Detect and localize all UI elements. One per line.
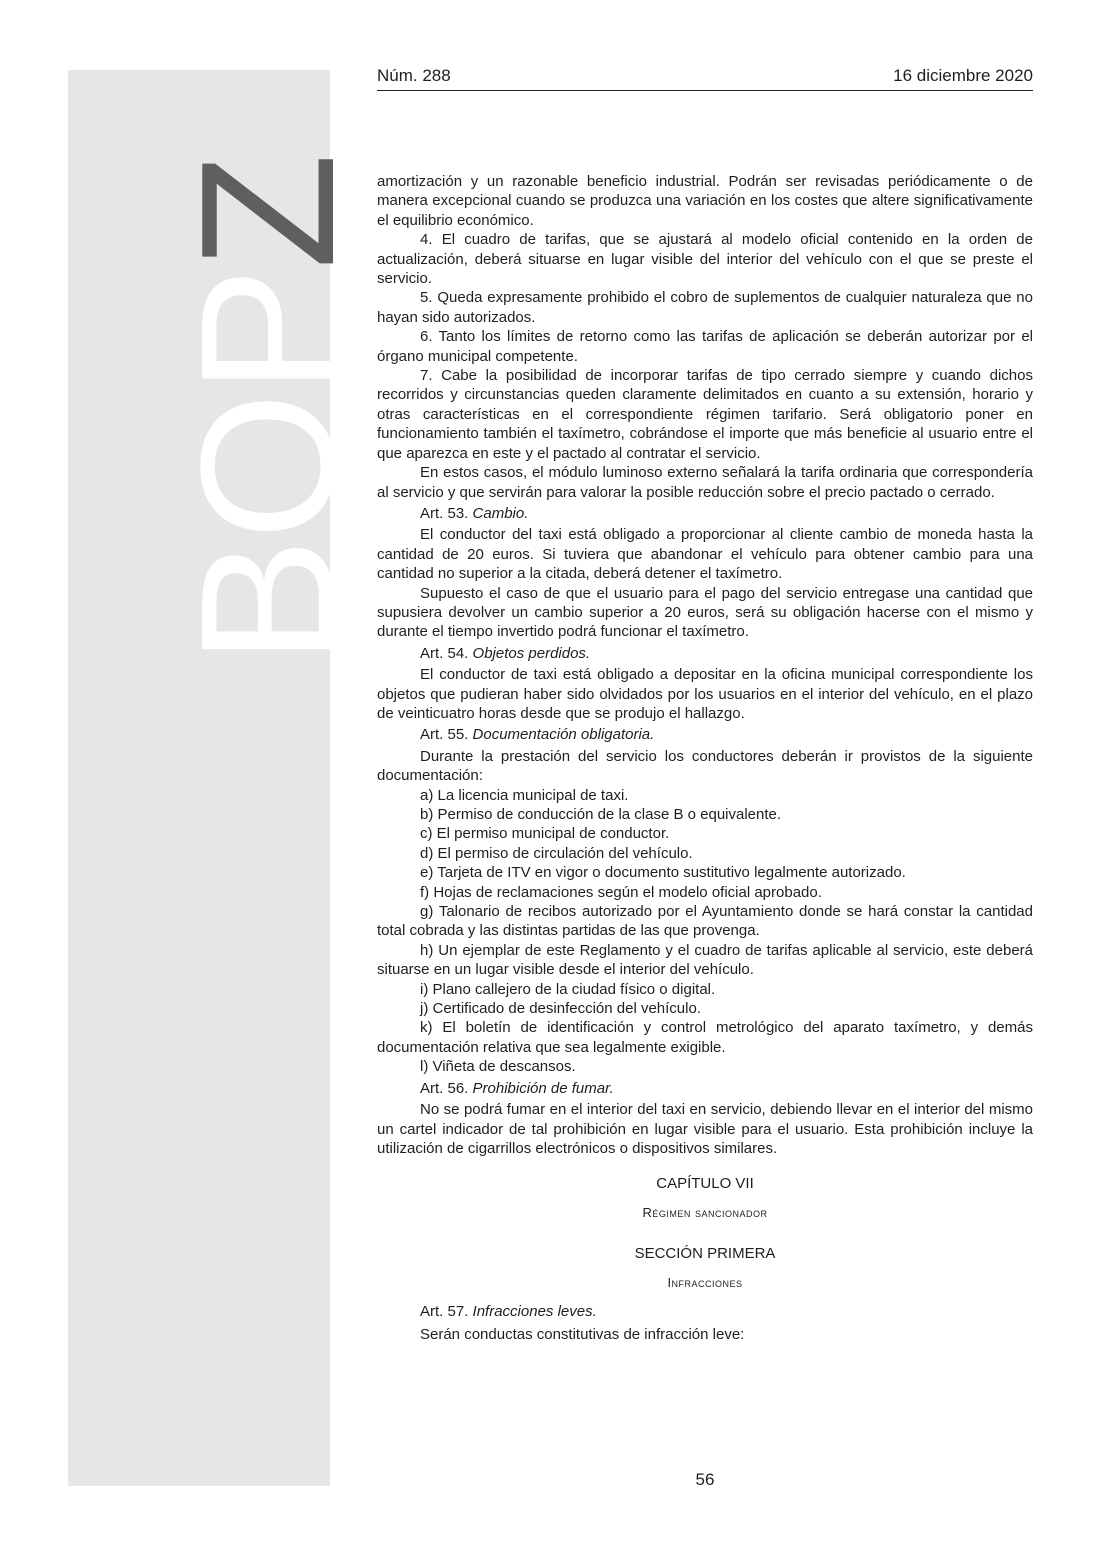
body-text — [377, 172, 1033, 1345]
paragraph: 7. Cabe la posibilidad de incorporar tarifas de tipo cerrado siempre y cuando dichos recorridos y circunstancias queden claramente delimitados en cuanto a su extensión, horario y otras características en el correspondiente régimen tarifario. Será obligatorio poner en funcionamiento también el taxímetro, cobrándose el importe que más beneficie al usuario entre el que aparezca en este y el pactado al contratar el servicio. — [377, 367, 1033, 462]
article-title: Prohibición de fumar. — [472, 1079, 614, 1097]
article-title: Cambio. — [472, 504, 529, 522]
list-item: d) El permiso de circulación del vehículo. — [420, 844, 693, 862]
bopz-logo — [162, 155, 374, 665]
article-label: Art. 57. — [420, 1302, 473, 1320]
paragraph: Supuesto el caso de que el usuario para el pago del servicio entregase una cantidad que supusiera devolver un cambio superior a 20 euros, será su obligación hacerse con el mismo y durante el tiempo invertido podrá funcionar el taxímetro. — [377, 584, 1033, 641]
sidebar-band — [68, 70, 374, 1486]
article-heading-55 — [377, 725, 1033, 744]
list-item: b) Permiso de conducción de la clase B o equivalente. — [420, 806, 782, 823]
paragraph: amortización y un razonable beneficio industrial. Podrán ser revisadas periódicamente o de manera excepcional cuando se produzca una variación en los costes que altere significativamente el equilibrio económico. — [377, 173, 1033, 229]
paragraph: El conductor de taxi está obligado a depositar en la oficina municipal correspondiente los objetos que pudieran haber sido olvidados por los usuarios en el interior del vehículo, en el plazo de veinticuatro horas desde que se produjo el hallazgo. — [377, 666, 1033, 722]
article-heading-53 — [377, 504, 1033, 523]
page-number: 56 — [695, 1470, 715, 1489]
list-item: h) Un ejemplar de este Reglamento y el cuadro de tarifas aplicable al servicio, este deberá situarse en un lugar visible desde el interior del vehículo. — [377, 941, 1033, 979]
paragraph: 6. Tanto los límites de retorno como las tarifas de aplicación se deberán autorizar por el órgano municipal competente. — [377, 328, 1033, 365]
paragraph: 5. Queda expresamente prohibido el cobro de suplementos de cualquier naturaleza que no hayan sido autorizados. — [377, 289, 1033, 326]
list-item: k) El boletín de identificación y control metrológico del aparato taxímetro, y demás documentación relativa que sea legalmente exigible. — [377, 1019, 1033, 1056]
list-item: i) Plano callejero de la ciudad físico o digital. — [420, 980, 716, 998]
article-label: Art. 55. — [420, 726, 473, 744]
list-item: l) Viñeta de descansos. — [420, 1058, 576, 1076]
article-heading-57 — [377, 1302, 1033, 1321]
list-item: c) El permiso municipal de conductor. — [420, 825, 670, 843]
article-title: Infracciones leves. — [472, 1302, 597, 1320]
page-header — [377, 66, 1033, 91]
paragraph: Serán conductas constitutivas de infracción leve: — [420, 1326, 745, 1344]
paragraph: No se podrá fumar en el interior del taxi en servicio, debiendo llevar en el interior del mismo un cartel indicador de tal prohibición en lugar visible para el usuario. Esta prohibición incluye la utilización de cigarrillos electrónicos o dispositivos similares. — [377, 1101, 1033, 1157]
section-subtitle: Infracciones — [667, 1274, 743, 1290]
issue-number: Núm. 288 — [377, 66, 451, 85]
article-heading-56 — [377, 1079, 1033, 1098]
chapter-subtitle: Régimen sancionador — [642, 1204, 768, 1220]
logo-z: Z — [162, 155, 374, 270]
paragraph: Durante la prestación del servicio los conductores deberán ir provistos de la siguiente documentación: — [377, 747, 1033, 785]
paragraph: 4. El cuadro de tarifas, que se ajustará al modelo oficial contenido en la orden de actualización, deberá situarse en lugar visible del interior del vehículo con el que se preste el servicio. — [377, 231, 1033, 288]
logo-bop: BOP — [162, 269, 374, 665]
article-title: Objetos perdidos. — [472, 644, 591, 662]
chapter-title: CAPÍTULO VII — [656, 1175, 754, 1193]
list-item: e) Tarjeta de ITV en vigor o documento sustitutivo legalmente autorizado. — [420, 864, 906, 882]
list-item: f) Hojas de reclamaciones según el modelo oficial aprobado. — [420, 883, 822, 901]
article-label: Art. 56. — [420, 1079, 473, 1097]
paragraph: En estos casos, el módulo luminoso externo señalará la tarifa ordinaria que correspondería al servicio y que servirán para valorar la posible reducción sobre el precio pactado o cerrado. — [377, 464, 1033, 501]
article-title: Documentación obligatoria. — [472, 726, 655, 744]
article-label: Art. 53. — [420, 504, 473, 522]
list-item: a) La licencia municipal de taxi. — [420, 786, 629, 804]
article-heading-54 — [377, 644, 1033, 663]
section-title: SECCIÓN PRIMERA — [634, 1245, 776, 1263]
list-item: j) Certificado de desinfección del vehículo. — [420, 1000, 701, 1018]
article-label: Art. 54. — [420, 644, 473, 662]
paragraph: El conductor del taxi está obligado a proporcionar al cliente cambio de moneda hasta la cantidad de 20 euros. Si tuviera que abandonar el vehículo para obtener cambio para una cantidad no superior a la citada, deberá detener el taxímetro. — [377, 526, 1033, 583]
list-item: g) Talonario de recibos autorizado por el Ayuntamiento donde se hará constar la cantidad total cobrada y las distintas partidas de las que provenga. — [377, 903, 1033, 940]
issue-date: 16 diciembre 2020 — [893, 66, 1033, 85]
